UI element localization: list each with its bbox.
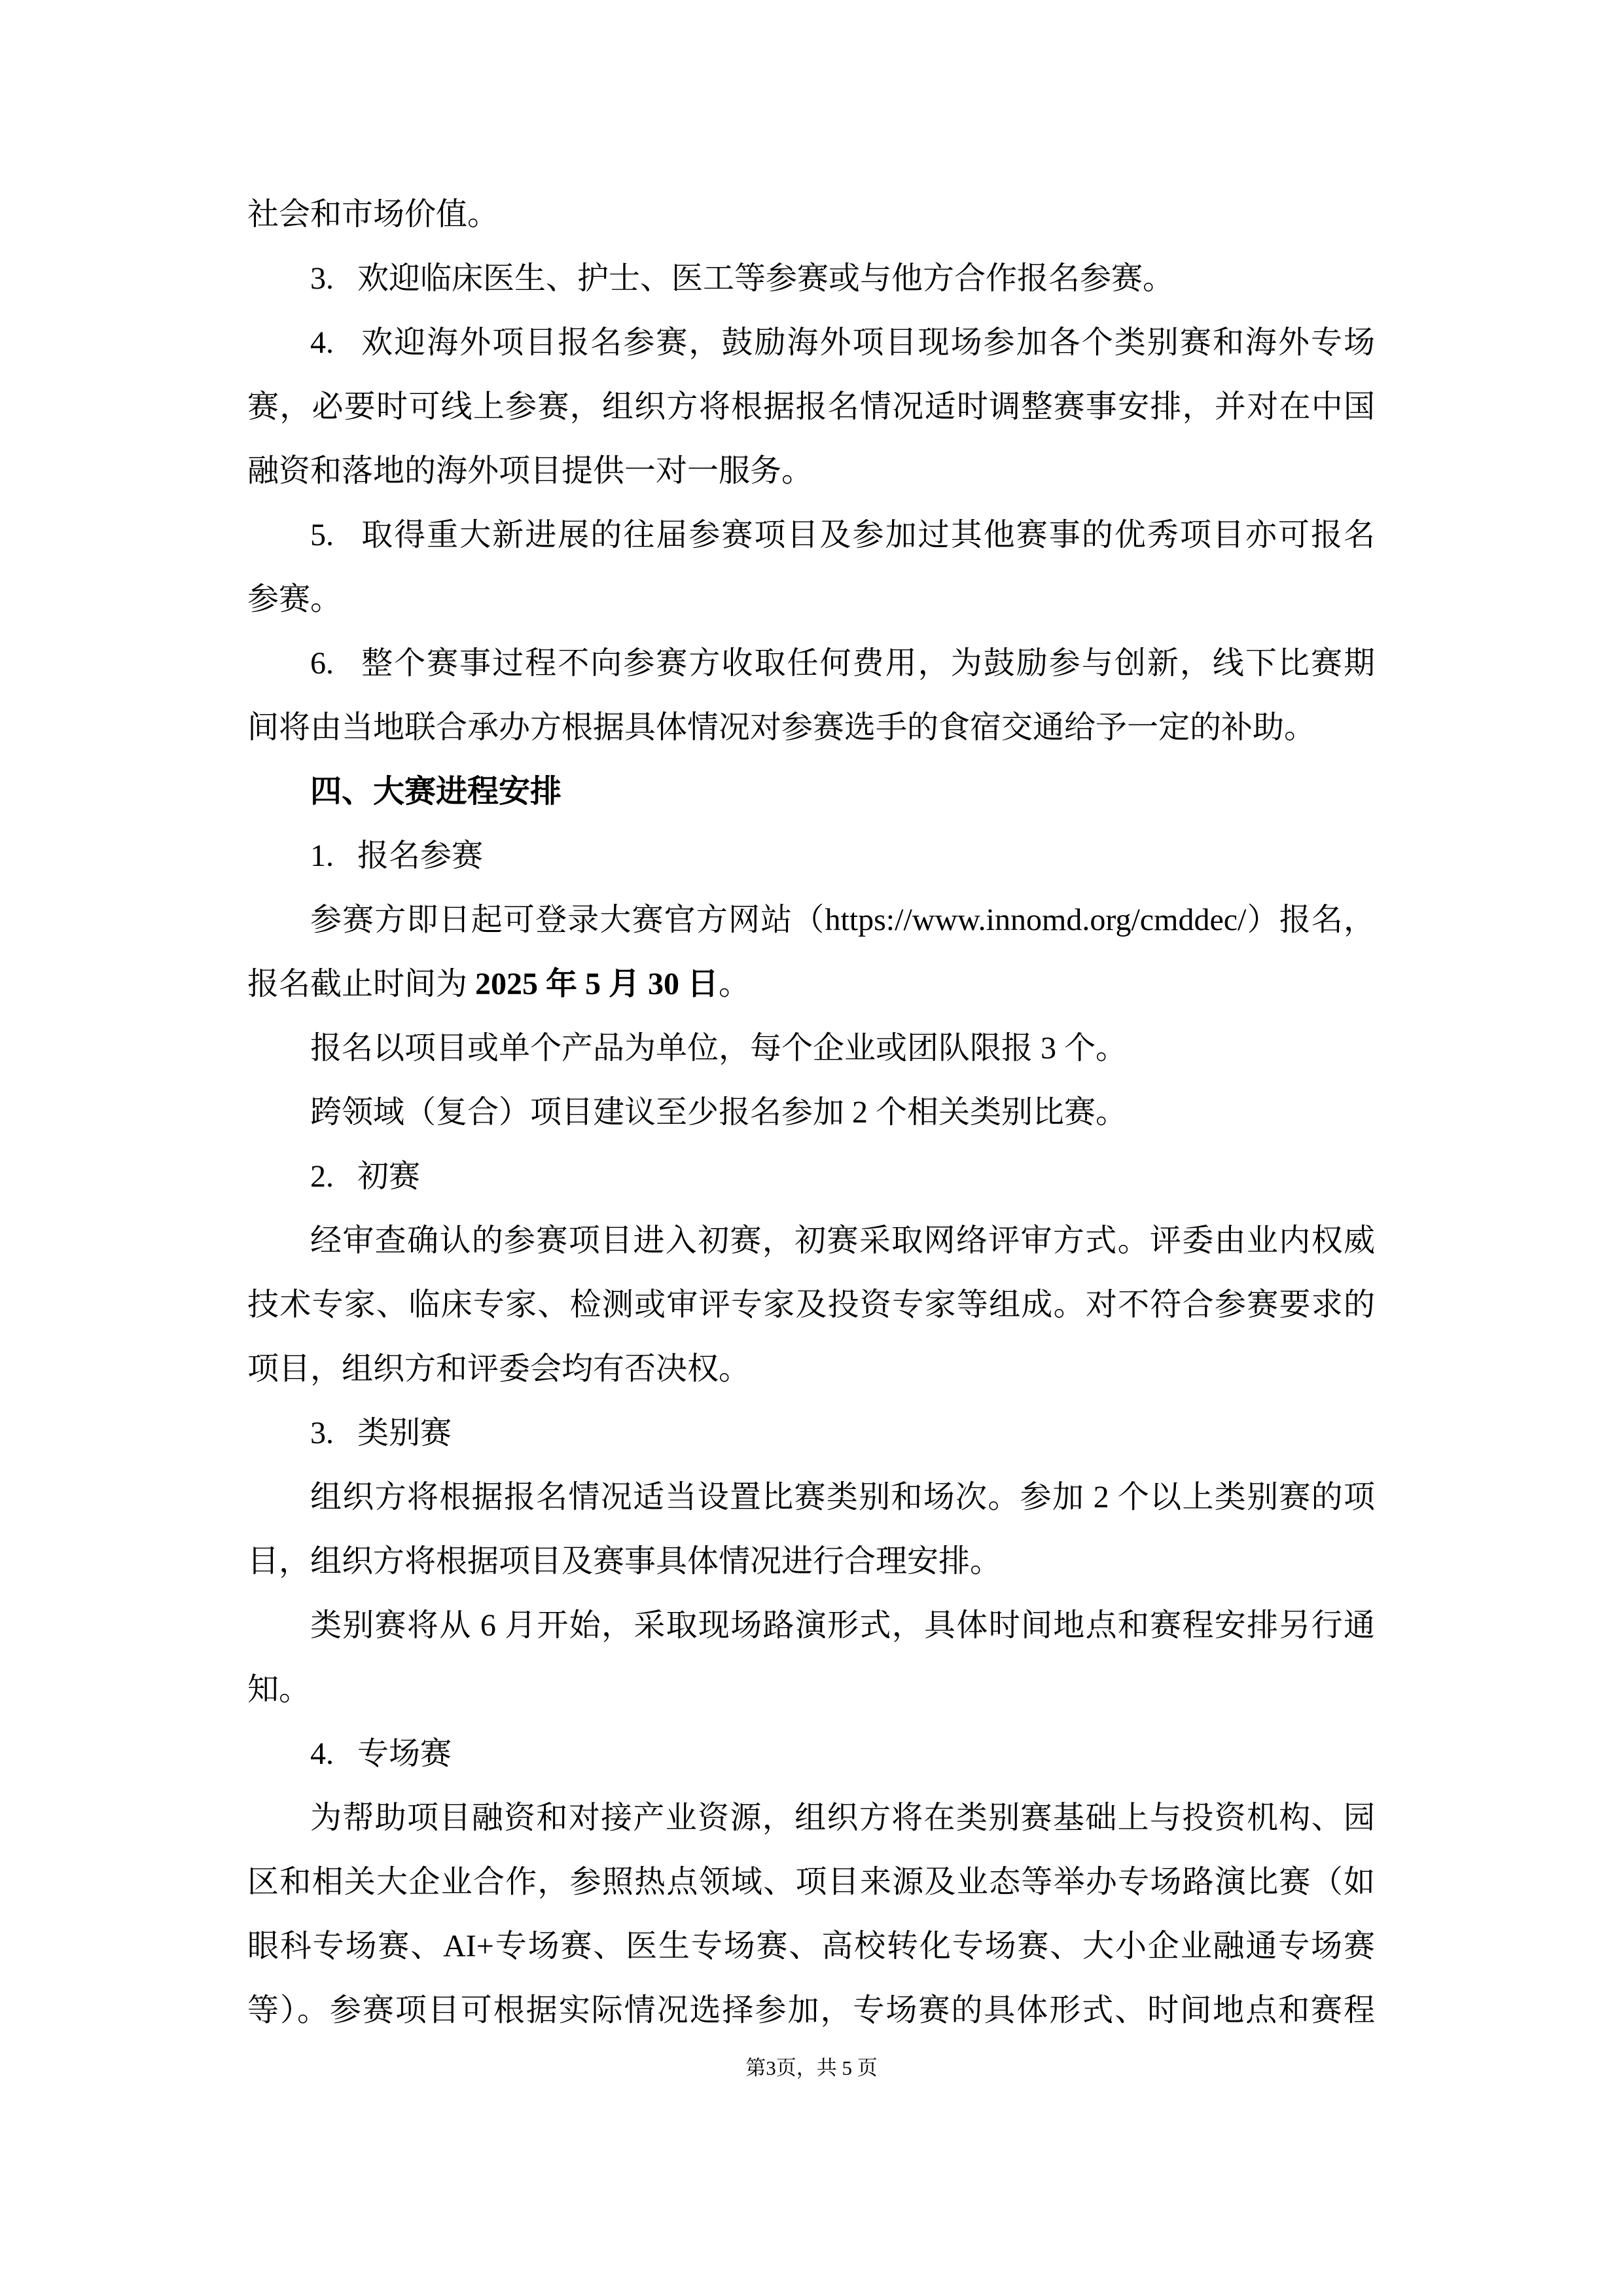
text-run: 参赛方即日起可登录大赛官方网站（https://www.innomd.org/cmddec/）报名，: [310, 903, 1375, 937]
text-line: [247, 183, 1375, 247]
text-line: [247, 439, 1375, 503]
text-run: 6. 整个赛事过程不向参赛方收取任何费用，为鼓励参与创新，线下比赛期: [310, 646, 1375, 681]
text-run: 类别赛将从 6 月开始，采取现场路演形式，具体时间地点和赛程安排另行通: [310, 1608, 1375, 1643]
text-line: [247, 375, 1375, 439]
text-run: 参赛。: [247, 582, 342, 617]
text-run: 赛，必要时可线上参赛，组织方将根据报名情况适时调整赛事安排，并对在中国: [247, 389, 1375, 424]
text-line: [247, 632, 1375, 696]
text-line: [247, 1145, 1375, 1209]
text-run: 目，组织方将根据项目及赛事具体情况进行合理安排。: [247, 1544, 1002, 1579]
page-number: 第3页，共 5 页: [745, 2056, 878, 2079]
text-line: [247, 1337, 1375, 1401]
text-run: 区和相关大企业合作，参照热点领域、项目来源及业态等举办专场路演比赛（如: [247, 1865, 1375, 1899]
text-run: 间将由当地联合承办方根据具体情况对参赛选手的食宿交通给予一定的补助。: [247, 710, 1316, 745]
text-run: 3. 欢迎临床医生、护士、医工等参赛或与他方合作报名参赛。: [310, 261, 1175, 296]
text-run: 2. 初赛: [310, 1159, 421, 1194]
document-body: [247, 183, 1375, 2043]
text-run: 跨领域（复合）项目建议至少报名参加 2 个相关类别比赛。: [310, 1095, 1128, 1130]
text-run: 4. 专场赛: [310, 1736, 452, 1771]
text-line: [247, 760, 1375, 824]
text-line: [247, 824, 1375, 888]
text-run: 报名截止时间为: [247, 967, 476, 1001]
text-line: [247, 247, 1375, 311]
text-run: 。: [719, 967, 751, 1001]
text-line: [247, 567, 1375, 632]
text-run: 1. 报名参赛: [310, 838, 484, 873]
text-line: [247, 1401, 1375, 1465]
bold-text-run: 2025 年 5 月 30 日: [475, 967, 719, 1001]
text-run: 项目，组织方和评委会均有否决权。: [247, 1352, 751, 1386]
text-run: 技术专家、临床专家、检测或审评专家及投资专家等组成。对不符合参赛要求的: [247, 1287, 1375, 1322]
text-line: [247, 1786, 1375, 1850]
text-line: [247, 1979, 1375, 2043]
text-run: 四、大赛进程安排: [310, 774, 562, 809]
text-run: 组织方将根据报名情况适当设置比赛类别和场次。参加 2 个以上类别赛的项: [310, 1480, 1375, 1515]
text-line: [247, 1081, 1375, 1145]
text-line: [247, 311, 1375, 375]
text-run: 融资和落地的海外项目提供一对一服务。: [247, 454, 813, 488]
text-line: [247, 1209, 1375, 1273]
text-line: [247, 696, 1375, 760]
text-run: 经审查确认的参赛项目进入初赛，初赛采取网络评审方式。评委由业内权威: [310, 1223, 1375, 1258]
text-line: [247, 1722, 1375, 1786]
text-line: [247, 952, 1375, 1016]
text-run: 4. 欢迎海外项目报名参赛，鼓励海外项目现场参加各个类别赛和海外专场: [310, 325, 1375, 360]
text-line: [247, 1914, 1375, 1979]
text-run: 5. 取得重大新进展的往届参赛项目及参加过其他赛事的优秀项目亦可报名: [310, 518, 1375, 552]
text-run: 3. 类别赛: [310, 1416, 452, 1450]
text-line: [247, 1594, 1375, 1658]
text-run: 为帮助项目融资和对接产业资源，组织方将在类别赛基础上与投资机构、园: [310, 1801, 1375, 1835]
text-line: [247, 503, 1375, 567]
text-run: 眼科专场赛、AI+专场赛、医生专场赛、高校转化专场赛、大小企业融通专场赛: [247, 1929, 1375, 1964]
text-run: 报名以项目或单个产品为单位，每个企业或团队限报 3 个。: [310, 1031, 1128, 1066]
text-line: [247, 1273, 1375, 1337]
text-line: [247, 1850, 1375, 1914]
text-run: 等）。参赛项目可根据实际情况选择参加，专场赛的具体形式、时间地点和赛程: [247, 1993, 1375, 2028]
text-line: [247, 1465, 1375, 1530]
text-run: 社会和市场价值。: [247, 197, 499, 232]
text-line: [247, 1530, 1375, 1594]
page-footer: [0, 2054, 1623, 2083]
text-line: [247, 1658, 1375, 1722]
text-line: [247, 1016, 1375, 1081]
text-run: 知。: [247, 1672, 311, 1707]
text-line: [247, 888, 1375, 952]
